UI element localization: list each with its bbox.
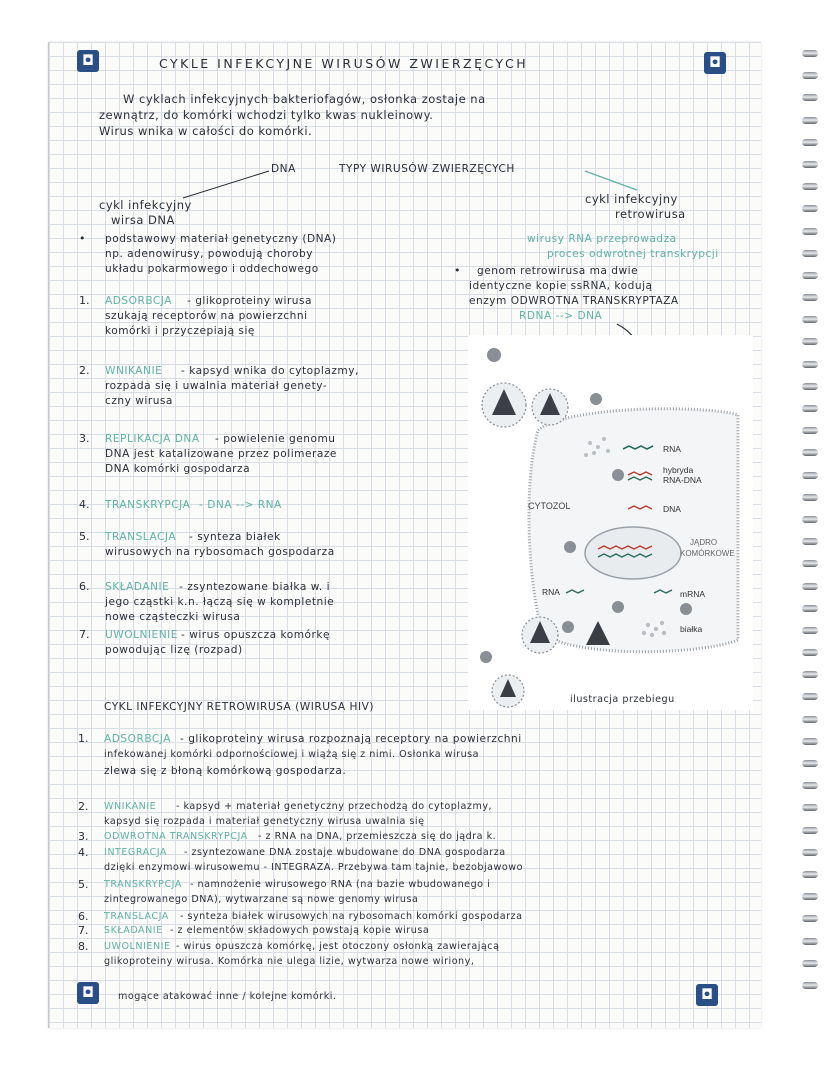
dna-bullet-line: np. adenowirusy, powodują choroby — [105, 248, 314, 260]
step-name: SKŁADANIE — [104, 925, 163, 936]
dna-cycle-heading: wirsa DNA — [111, 213, 175, 227]
spiral-ring-icon — [802, 405, 818, 412]
step-number: 5. — [78, 878, 89, 891]
step-number: 1. — [78, 732, 89, 745]
step-text: - wirus opuszcza komórkę — [181, 629, 331, 641]
step-number: 2. — [79, 364, 90, 377]
spiral-ring-icon — [802, 893, 818, 900]
corner-marker-icon: ◘ — [77, 982, 99, 1004]
spiral-ring-icon — [802, 161, 818, 168]
spiral-ring-icon — [802, 827, 818, 834]
intro-line: Wirus wnika w całości do komórki. — [99, 124, 313, 138]
step-text: - wirus opuszcza komórkę, jest otoczony osłonką zawierającą — [176, 941, 500, 952]
retro-bullet-line: genom retrowirusa ma dwie — [477, 265, 639, 277]
diagram-label-proteins: białka — [680, 624, 703, 634]
step-number: 7. — [79, 628, 90, 641]
intro-line: W cyklach infekcyjnych bakteriofagów, osłonka zostaje na — [123, 92, 486, 106]
spiral-ring-icon — [802, 427, 818, 434]
step-text: DNA komórki gospodarza — [105, 463, 251, 475]
step-text: kapsyd się rozpada i materiał genetyczny wirusa uwalnia się — [104, 816, 425, 827]
step-text: - powielenie genomu — [215, 433, 336, 445]
branch-arrow-right — [581, 168, 641, 194]
step-number: 5. — [79, 530, 90, 543]
step-text: - synteza białek wirusowych na rybosomach komórki gospodarza — [180, 911, 523, 922]
step-name: TRANSKRYPCJA — [105, 499, 191, 511]
step-text: jego cząstki k.n. łączą się w kompletnie — [105, 596, 335, 608]
retro-cycle-heading: cykl infekcyjny — [585, 192, 678, 206]
bullet-icon: • — [79, 232, 86, 245]
spiral-ring-icon — [802, 472, 818, 479]
spiral-ring-icon — [802, 449, 818, 456]
spiral-ring-icon — [802, 982, 818, 989]
spiral-ring-icon — [802, 316, 818, 323]
final-line: mogące atakować inne / kolejne komórki. — [118, 991, 337, 1002]
svg-text:RNA-DNA: RNA-DNA — [663, 475, 702, 485]
spiral-ring-icon — [802, 716, 818, 723]
step-name: UWOLNIENIE — [105, 629, 178, 641]
hiv-heading: CYKL INFEKCYJNY RETROWIRUSA (WIRUSA HIV) — [104, 701, 374, 713]
step-text: szukają receptorów na powierzchni — [105, 310, 308, 322]
dna-cycle-heading: cykl infekcyjny — [99, 198, 192, 212]
spiral-ring-icon — [802, 738, 818, 745]
spiral-ring-icon — [802, 605, 818, 612]
step-name: INTEGRACJA — [104, 847, 167, 858]
step-name: REPLIKACJA DNA — [105, 433, 200, 445]
spiral-ring-icon — [802, 338, 818, 345]
spiral-ring-icon — [802, 383, 818, 390]
bullet-icon: • — [454, 264, 461, 277]
type-dna-label: DNA — [271, 163, 296, 175]
step-text: - synteza białek — [189, 531, 281, 543]
retro-cycle-heading: retrowirusa — [615, 207, 686, 221]
step-name: UWOLNIENIE — [104, 941, 171, 952]
dna-bullet-line: układu pokarmowego i oddechowego — [105, 263, 319, 275]
step-text: - glikoproteiny wirusa rozpoznają receptory na powierzchni — [180, 733, 522, 745]
step-text: - kapsyd wnika do cytoplazmy, — [181, 365, 359, 377]
step-name: ODWROTNA TRANSKRYPCJA — [104, 831, 248, 842]
retro-bullet-line: RDNA --> DNA — [519, 310, 603, 322]
step-name: TRANSKRYPCJA — [104, 879, 182, 890]
svg-text:hybryda: hybryda — [663, 465, 694, 475]
step-text: rozpada się i uwalnia materiał genety- — [105, 380, 328, 392]
step-number: 8. — [78, 940, 89, 953]
svg-text:KOMÓRKOWE: KOMÓRKOWE — [680, 549, 735, 558]
diagram-label-dna: DNA — [663, 504, 681, 514]
spiral-ring-icon — [802, 361, 818, 368]
retro-note-line: wirusy RNA przeprowadza — [527, 233, 677, 245]
step-name: WNIKANIE — [105, 365, 163, 377]
step-text: - glikoproteiny wirusa — [187, 295, 313, 307]
page-title: CYKLE INFEKCYJNE WIRUSÓW ZWIERZĘCYCH — [159, 56, 529, 71]
spiral-ring-icon — [802, 671, 818, 678]
spiral-ring-icon — [802, 516, 818, 523]
step-text: - kapsyd + materiał genetyczny przechodzą do cytoplazmy, — [176, 801, 493, 812]
step-text: - z elementów składowych powstają kopie wirusa — [170, 925, 430, 936]
spiral-ring-icon — [802, 272, 818, 279]
corner-marker-icon: ◘ — [704, 52, 726, 74]
spiral-ring-icon — [802, 294, 818, 301]
retro-bullet-line: identyczne kopie ssRNA, kodują — [469, 280, 653, 292]
step-name: SKŁADANIE — [105, 581, 170, 593]
step-number: 4. — [78, 846, 89, 859]
step-text: - zsyntezowane DNA zostaje wbudowane do DNA gospodarza — [184, 847, 506, 858]
released-virus-icon — [480, 651, 524, 707]
step-text: zlewa się z błoną komórkową gospodarza. — [104, 765, 347, 777]
virus-particle-icon — [482, 348, 526, 427]
spiral-ring-icon — [802, 804, 818, 811]
spiral-ring-icon — [802, 205, 818, 212]
retro-bullet-line: enzym ODWROTNA TRANSKRYPTAZA — [469, 295, 679, 307]
retrovirus-diagram — [468, 335, 753, 710]
diagram-label-cytozol: CYTOZOL — [528, 501, 571, 511]
corner-marker-icon: ◘ — [77, 50, 99, 72]
diagram-label-rna: RNA — [663, 444, 681, 454]
corner-marker-icon: ◘ — [696, 984, 718, 1006]
step-text: wirusowych na rybosomach gospodarza — [105, 546, 335, 558]
step-number: 4. — [79, 498, 90, 511]
spiral-ring-icon — [802, 649, 818, 656]
spiral-ring-icon — [802, 760, 818, 767]
step-number: 2. — [78, 800, 89, 813]
spiral-ring-icon — [802, 915, 818, 922]
spiral-ring-icon — [802, 938, 818, 945]
spiral-ring-icon — [802, 94, 818, 101]
step-number: 6. — [79, 580, 90, 593]
step-text: nowe cząsteczki wirusa — [105, 611, 241, 623]
retro-note-line: proces odwrotnej transkrypcji — [547, 248, 719, 260]
spiral-ring-icon — [802, 871, 818, 878]
step-name: TRANSLACJA — [105, 531, 177, 543]
step-text: glikoproteiny wirusa. Komórka nie ulega lizie, wytwarza nowe wiriony, — [104, 956, 475, 967]
step-number: 7. — [78, 924, 89, 937]
diagram-caption: ilustracja przebiegu — [570, 694, 675, 705]
step-text: dzięki enzymowi wirusowemu - INTEGRAZA. Przebywa tam tajnie, bezobjawowo — [104, 862, 523, 873]
branch-arrow-left — [179, 168, 274, 202]
spiral-ring-icon — [802, 494, 818, 501]
types-heading: TYPY WIRUSÓW ZWIERZĘCYCH — [339, 163, 515, 175]
spiral-ring-icon — [802, 782, 818, 789]
spiral-ring-icon — [802, 183, 818, 190]
spiral-ring-icon — [802, 139, 818, 146]
step-text: czny wirusa — [105, 395, 173, 407]
step-number: 3. — [78, 830, 89, 843]
step-text: - z RNA na DNA, przemieszcza się do jądra k. — [258, 831, 497, 842]
step-text: - DNA --> RNA — [199, 499, 282, 511]
diagram-svg — [468, 335, 753, 710]
spiral-ring-icon — [802, 693, 818, 700]
step-number: 3. — [79, 432, 90, 445]
step-text: DNA jest katalizowane przez polimeraze — [105, 448, 337, 460]
step-text: infekowanej komórki odpornościowej i wiążą się z nimi. Osłonka wirusa — [104, 749, 480, 760]
spiral-binding — [800, 50, 822, 1004]
step-text: - namnożenie wirusowego RNA (na bazie wbudowanego i — [190, 879, 491, 890]
spiral-ring-icon — [802, 538, 818, 545]
step-text: komórki i przyczepiają się — [105, 325, 255, 337]
spiral-ring-icon — [802, 50, 818, 57]
diagram-label-rna2: RNA — [542, 587, 560, 597]
svg-text:JĄDRO: JĄDRO — [690, 538, 718, 547]
step-text: powodując lizę (rozpad) — [105, 644, 243, 656]
diagram-label-mrna: mRNA — [680, 589, 706, 599]
step-name: ADSORBCJA — [104, 733, 171, 745]
spiral-ring-icon — [802, 117, 818, 124]
step-text: zintegrowanego DNA), wytwarzane są nowe genomy wirusa — [104, 894, 419, 905]
step-name: WNIKANIE — [104, 801, 157, 812]
spiral-ring-icon — [802, 72, 818, 79]
spiral-ring-icon — [802, 560, 818, 567]
spiral-ring-icon — [802, 627, 818, 634]
spiral-ring-icon — [802, 583, 818, 590]
step-name: TRANSLACJA — [104, 911, 169, 922]
dna-bullet-line: podstawowy materiał genetyczny (DNA) — [105, 233, 337, 245]
step-text: - zsyntezowane białka w. i — [179, 581, 331, 593]
step-name: ADSORBCJA — [105, 295, 172, 307]
spiral-ring-icon — [802, 849, 818, 856]
spiral-ring-icon — [802, 228, 818, 235]
spiral-ring-icon — [802, 250, 818, 257]
intro-line: zewnątrz, do komórki wchodzi tylko kwas nukleinowy. — [99, 108, 434, 122]
spiral-ring-icon — [802, 960, 818, 967]
step-number: 6. — [78, 910, 89, 923]
step-number: 1. — [79, 294, 90, 307]
